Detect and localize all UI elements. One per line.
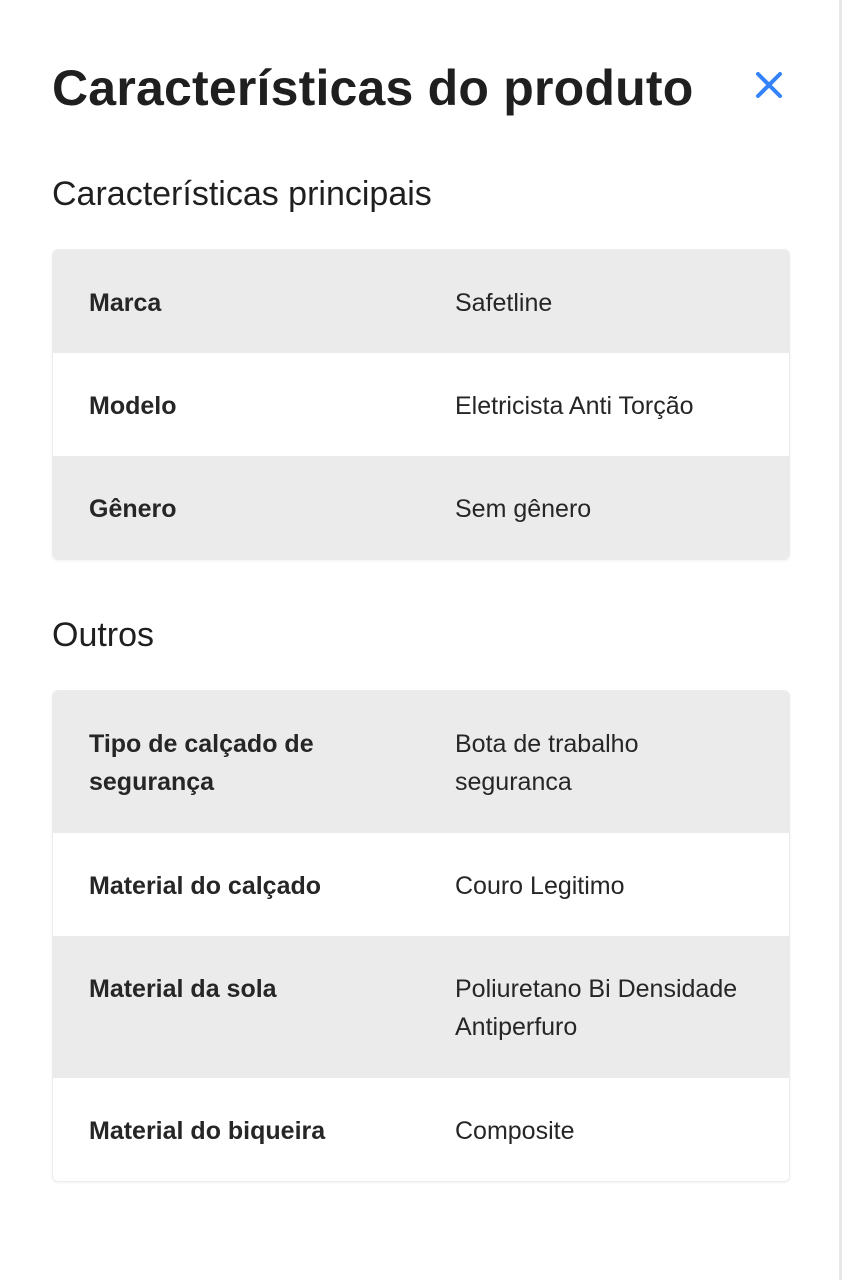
spec-label: Gênero: [89, 495, 177, 523]
spec-label: Material do biqueira: [89, 1117, 326, 1145]
other-specs-table: [52, 690, 790, 1182]
modal-header: [52, 52, 792, 122]
main-section-title: Características principais: [52, 175, 432, 213]
spec-value: Composite: [455, 1117, 575, 1145]
spec-value: Couro Legitimo: [455, 872, 625, 900]
spec-value: Sem gênero: [455, 495, 592, 523]
spec-label: Material da sola: [89, 975, 277, 1003]
main-specs-table: [52, 249, 790, 560]
spec-label: Marca: [89, 289, 162, 317]
spec-value: Safetline: [455, 289, 553, 317]
close-button[interactable]: [746, 62, 792, 108]
spec-value: Poliuretano Bi Densidade Antiperfuro: [455, 975, 738, 1041]
table-row: [53, 250, 789, 353]
modal-title: Características do produto: [52, 60, 694, 116]
close-icon: [753, 69, 785, 101]
table-row: [53, 833, 789, 936]
table-row: [53, 456, 789, 559]
spec-label: Material do calçado: [89, 872, 322, 900]
table-row: [53, 1078, 789, 1181]
spec-label: Modelo: [89, 392, 177, 420]
table-row: [53, 936, 789, 1078]
spec-value: Bota de trabalho seguranca: [455, 730, 639, 796]
table-row: [53, 353, 789, 456]
table-row: [53, 691, 789, 833]
spec-value: Eletricista Anti Torção: [455, 392, 694, 420]
others-section-title: Outros: [52, 616, 155, 654]
spec-label: Tipo de calçado de segurança: [89, 730, 314, 796]
